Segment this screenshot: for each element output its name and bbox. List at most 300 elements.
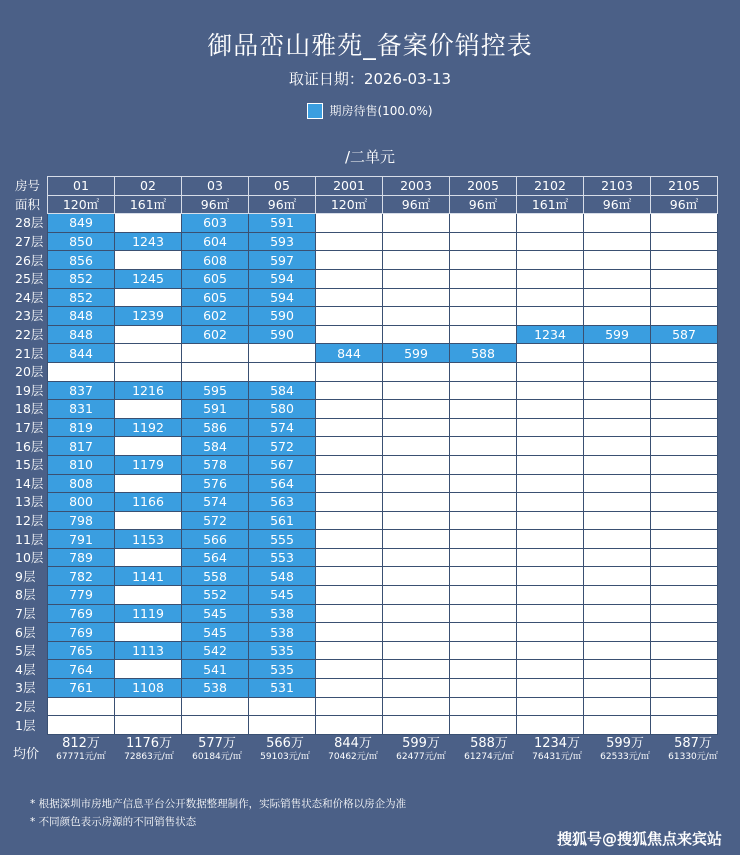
unit-price-cell: 1153 xyxy=(115,530,182,549)
floor-row xyxy=(13,641,718,660)
empty-cell xyxy=(383,493,450,512)
unit-price-cell: 542 xyxy=(182,641,249,660)
floor-label: 24层 xyxy=(15,289,44,305)
room-number-header: 02 xyxy=(115,177,182,196)
empty-cell xyxy=(182,716,249,735)
unit-price-cell: 561 xyxy=(249,511,316,530)
room-number-header: 2003 xyxy=(383,177,450,196)
empty-cell xyxy=(517,437,584,456)
average-total-price: 577万 xyxy=(198,736,236,751)
empty-cell xyxy=(651,232,718,251)
area-header: 96㎡ xyxy=(584,195,651,214)
room-number-header: 2105 xyxy=(651,177,718,196)
average-unit-price: 59103元/㎡ xyxy=(260,752,310,762)
empty-cell xyxy=(383,604,450,623)
unit-price-cell: 852 xyxy=(48,269,115,288)
unit-price-cell: 541 xyxy=(182,660,249,679)
floor-row xyxy=(13,455,718,474)
empty-cell xyxy=(450,604,517,623)
empty-cell xyxy=(450,288,517,307)
unit-price-cell: 584 xyxy=(182,437,249,456)
empty-cell xyxy=(651,511,718,530)
empty-cell xyxy=(115,344,182,363)
unit-price-cell: 545 xyxy=(249,586,316,605)
empty-cell xyxy=(115,660,182,679)
empty-cell xyxy=(383,437,450,456)
empty-cell xyxy=(316,232,383,251)
unit-price-cell: 604 xyxy=(182,232,249,251)
average-column xyxy=(319,737,387,763)
empty-cell xyxy=(316,269,383,288)
empty-cell xyxy=(517,344,584,363)
empty-cell xyxy=(115,586,182,605)
floor-row xyxy=(13,232,718,251)
empty-cell xyxy=(450,325,517,344)
empty-cell xyxy=(651,679,718,698)
unit-price-cell: 574 xyxy=(182,493,249,512)
empty-cell xyxy=(517,232,584,251)
unit-price-cell: 852 xyxy=(48,288,115,307)
empty-cell xyxy=(517,381,584,400)
unit-price-cell: 1119 xyxy=(115,604,182,623)
floor-label: 22层 xyxy=(15,327,44,343)
area-header: 161㎡ xyxy=(115,195,182,214)
empty-cell xyxy=(517,307,584,326)
unit-price-cell: 791 xyxy=(48,530,115,549)
empty-cell xyxy=(584,232,651,251)
area-header: 120㎡ xyxy=(316,195,383,214)
empty-cell xyxy=(316,381,383,400)
floor-label: 4层 xyxy=(15,661,36,677)
unit-price-cell: 602 xyxy=(182,307,249,326)
floor-label: 17层 xyxy=(15,420,44,436)
unit-price-cell: 769 xyxy=(48,623,115,642)
empty-cell xyxy=(517,214,584,233)
empty-cell xyxy=(651,567,718,586)
unit-price-cell: 593 xyxy=(249,232,316,251)
average-unit-price: 61274元/㎡ xyxy=(464,752,514,762)
empty-cell xyxy=(316,474,383,493)
floor-row xyxy=(13,307,718,326)
unit-price-cell: 602 xyxy=(182,325,249,344)
empty-cell xyxy=(517,716,584,735)
empty-cell xyxy=(182,344,249,363)
floor-label: 25层 xyxy=(15,271,44,287)
floor-label: 8层 xyxy=(15,587,36,603)
unit-price-cell: 591 xyxy=(249,214,316,233)
empty-cell xyxy=(115,697,182,716)
room-number-header: 2001 xyxy=(316,177,383,196)
unit-price-cell: 567 xyxy=(249,455,316,474)
empty-cell xyxy=(383,232,450,251)
empty-cell xyxy=(651,530,718,549)
unit-price-cell: 831 xyxy=(48,400,115,419)
empty-cell xyxy=(517,697,584,716)
floor-row xyxy=(13,362,718,381)
empty-cell xyxy=(450,232,517,251)
empty-cell xyxy=(651,604,718,623)
legend xyxy=(0,102,740,119)
empty-cell xyxy=(115,288,182,307)
empty-cell xyxy=(316,437,383,456)
empty-cell xyxy=(48,362,115,381)
unit-price-cell: 1113 xyxy=(115,641,182,660)
empty-cell xyxy=(450,362,517,381)
floor-row xyxy=(13,288,718,307)
empty-cell xyxy=(383,455,450,474)
unit-price-cell: 605 xyxy=(182,288,249,307)
area-header: 96㎡ xyxy=(182,195,249,214)
empty-cell xyxy=(115,623,182,642)
empty-cell xyxy=(517,548,584,567)
floor-label: 13层 xyxy=(15,494,44,510)
empty-cell xyxy=(584,381,651,400)
average-total-price: 599万 xyxy=(606,736,644,751)
unit-price-cell: 782 xyxy=(48,567,115,586)
unit-price-cell: 558 xyxy=(182,567,249,586)
unit-price-cell: 538 xyxy=(249,623,316,642)
floor-row xyxy=(13,325,718,344)
unit-price-cell: 1216 xyxy=(115,381,182,400)
unit-price-cell: 564 xyxy=(182,548,249,567)
empty-cell xyxy=(584,548,651,567)
average-total-price: 587万 xyxy=(674,736,712,751)
empty-cell xyxy=(584,567,651,586)
floor-row xyxy=(13,604,718,623)
area-header: 96㎡ xyxy=(450,195,517,214)
unit-price-cell: 844 xyxy=(316,344,383,363)
empty-cell xyxy=(383,214,450,233)
empty-cell xyxy=(383,400,450,419)
empty-cell xyxy=(651,641,718,660)
empty-cell xyxy=(651,474,718,493)
average-column xyxy=(591,737,659,763)
average-total-price: 844万 xyxy=(334,736,372,751)
average-price-row xyxy=(13,737,727,763)
unit-price-cell: 856 xyxy=(48,251,115,270)
empty-cell xyxy=(517,511,584,530)
empty-cell xyxy=(651,697,718,716)
empty-cell xyxy=(517,493,584,512)
empty-cell xyxy=(651,455,718,474)
unit-price-cell: 564 xyxy=(249,474,316,493)
average-column xyxy=(115,737,183,763)
unit-price-cell: 566 xyxy=(182,530,249,549)
empty-cell xyxy=(383,418,450,437)
unit-price-cell: 588 xyxy=(450,344,517,363)
empty-cell xyxy=(450,511,517,530)
unit-price-cell: 789 xyxy=(48,548,115,567)
empty-cell xyxy=(316,251,383,270)
floor-row xyxy=(13,660,718,679)
empty-cell xyxy=(316,214,383,233)
average-total-price: 566万 xyxy=(266,736,304,751)
unit-price-cell: 563 xyxy=(249,493,316,512)
unit-price-cell: 594 xyxy=(249,269,316,288)
unit-price-cell: 531 xyxy=(249,679,316,698)
area-header: 96㎡ xyxy=(651,195,718,214)
floor-label: 5层 xyxy=(15,643,36,659)
area-row xyxy=(13,195,718,214)
empty-cell xyxy=(517,604,584,623)
empty-cell xyxy=(249,716,316,735)
unit-price-cell: 576 xyxy=(182,474,249,493)
empty-cell xyxy=(584,660,651,679)
empty-cell xyxy=(450,623,517,642)
empty-cell xyxy=(383,474,450,493)
empty-cell xyxy=(383,567,450,586)
average-total-price: 599万 xyxy=(402,736,440,751)
empty-cell xyxy=(517,530,584,549)
empty-cell xyxy=(316,325,383,344)
floor-row xyxy=(13,418,718,437)
empty-cell xyxy=(450,381,517,400)
average-unit-price: 62533元/㎡ xyxy=(600,752,650,762)
empty-cell xyxy=(584,586,651,605)
empty-cell xyxy=(450,660,517,679)
empty-cell xyxy=(517,455,584,474)
empty-cell xyxy=(316,511,383,530)
empty-cell xyxy=(450,493,517,512)
unit-price-cell: 764 xyxy=(48,660,115,679)
average-total-price: 1234万 xyxy=(533,736,581,751)
empty-cell xyxy=(450,307,517,326)
floor-row xyxy=(13,269,718,288)
average-unit-price: 76431元/㎡ xyxy=(532,752,582,762)
empty-cell xyxy=(450,400,517,419)
unit-price-cell: 591 xyxy=(182,400,249,419)
floor-label: 23层 xyxy=(15,308,44,324)
unit-price-cell: 590 xyxy=(249,307,316,326)
license-date: 取证日期：2026-03-13 xyxy=(288,70,452,88)
floor-label: 20层 xyxy=(15,364,44,380)
empty-cell xyxy=(316,455,383,474)
average-column xyxy=(659,737,727,763)
empty-cell xyxy=(450,697,517,716)
floor-label: 21层 xyxy=(15,345,44,361)
floor-label: 11层 xyxy=(15,531,44,547)
empty-cell xyxy=(383,530,450,549)
floor-row xyxy=(13,251,718,270)
unit-price-cell: 535 xyxy=(249,660,316,679)
empty-cell xyxy=(383,548,450,567)
area-label: 面积 xyxy=(15,196,41,212)
empty-cell xyxy=(584,400,651,419)
unit-price-cell: 608 xyxy=(182,251,249,270)
floor-label: 12层 xyxy=(15,512,44,528)
empty-cell xyxy=(115,214,182,233)
empty-cell xyxy=(651,586,718,605)
empty-cell xyxy=(651,716,718,735)
floor-label: 9层 xyxy=(15,568,36,584)
empty-cell xyxy=(450,455,517,474)
empty-cell xyxy=(584,214,651,233)
floor-row xyxy=(13,679,718,698)
room-number-header: 03 xyxy=(182,177,249,196)
average-unit-price: 62477元/㎡ xyxy=(396,752,446,762)
empty-cell xyxy=(651,623,718,642)
empty-cell xyxy=(316,660,383,679)
floor-row xyxy=(13,511,718,530)
floor-label: 19层 xyxy=(15,382,44,398)
empty-cell xyxy=(450,437,517,456)
empty-cell xyxy=(517,362,584,381)
empty-cell xyxy=(651,548,718,567)
empty-cell xyxy=(651,269,718,288)
room-number-header: 05 xyxy=(249,177,316,196)
empty-cell xyxy=(383,251,450,270)
empty-cell xyxy=(383,362,450,381)
average-total-price: 812万 xyxy=(62,736,100,751)
empty-cell xyxy=(584,511,651,530)
unit-price-cell: 605 xyxy=(182,269,249,288)
empty-cell xyxy=(517,623,584,642)
empty-cell xyxy=(383,288,450,307)
unit-price-cell: 590 xyxy=(249,325,316,344)
empty-cell xyxy=(517,251,584,270)
unit-price-cell: 535 xyxy=(249,641,316,660)
empty-cell xyxy=(517,418,584,437)
empty-cell xyxy=(450,567,517,586)
unit-label: /二单元 xyxy=(344,148,396,166)
average-unit-price: 61330元/㎡ xyxy=(668,752,718,762)
empty-cell xyxy=(651,251,718,270)
legend-label: 期房待售(100.0%) xyxy=(329,104,433,118)
floor-label: 27层 xyxy=(15,234,44,250)
floor-label: 2层 xyxy=(15,698,36,714)
area-header: 120㎡ xyxy=(48,195,115,214)
unit-price-cell: 599 xyxy=(584,325,651,344)
floor-label: 10层 xyxy=(15,550,44,566)
floor-row xyxy=(13,344,718,363)
unit-price-cell: 808 xyxy=(48,474,115,493)
unit-price-cell: 1179 xyxy=(115,455,182,474)
empty-cell xyxy=(316,307,383,326)
empty-cell xyxy=(249,362,316,381)
floor-row xyxy=(13,716,718,735)
floor-label: 18层 xyxy=(15,401,44,417)
empty-cell xyxy=(115,474,182,493)
floor-label: 7层 xyxy=(15,605,36,621)
unit-price-cell: 597 xyxy=(249,251,316,270)
unit-price-cell: 779 xyxy=(48,586,115,605)
floor-row xyxy=(13,530,718,549)
empty-cell xyxy=(316,418,383,437)
empty-cell xyxy=(584,251,651,270)
empty-cell xyxy=(584,344,651,363)
average-label: 均价 xyxy=(13,747,40,762)
floor-row xyxy=(13,623,718,642)
room-number-header: 01 xyxy=(48,177,115,196)
empty-cell xyxy=(383,641,450,660)
empty-cell xyxy=(115,251,182,270)
unit-price-cell: 817 xyxy=(48,437,115,456)
empty-cell xyxy=(115,362,182,381)
empty-cell xyxy=(383,660,450,679)
average-total-price: 588万 xyxy=(470,736,508,751)
empty-cell xyxy=(651,400,718,419)
unit-price-cell: 586 xyxy=(182,418,249,437)
unit-price-cell: 848 xyxy=(48,307,115,326)
unit-price-cell: 1234 xyxy=(517,325,584,344)
empty-cell xyxy=(450,586,517,605)
average-column xyxy=(183,737,251,763)
unit-price-cell: 1243 xyxy=(115,232,182,251)
empty-cell xyxy=(450,679,517,698)
empty-cell xyxy=(450,251,517,270)
empty-cell xyxy=(48,716,115,735)
unit-price-cell: 1192 xyxy=(115,418,182,437)
empty-cell xyxy=(584,418,651,437)
empty-cell xyxy=(517,567,584,586)
unit-price-cell: 761 xyxy=(48,679,115,698)
unit-price-cell: 584 xyxy=(249,381,316,400)
empty-cell xyxy=(651,288,718,307)
legend-swatch xyxy=(307,103,323,119)
footnote: * 不同颜色表示房源的不同销售状态 xyxy=(30,816,197,828)
average-total-price: 1176万 xyxy=(125,736,173,751)
average-column xyxy=(523,737,591,763)
empty-cell xyxy=(249,344,316,363)
room-number-header: 2005 xyxy=(450,177,517,196)
unit-price-cell: 1166 xyxy=(115,493,182,512)
empty-cell xyxy=(316,530,383,549)
average-unit-price: 70462元/㎡ xyxy=(328,752,378,762)
empty-cell xyxy=(651,214,718,233)
empty-cell xyxy=(584,288,651,307)
empty-cell xyxy=(651,307,718,326)
empty-cell xyxy=(517,474,584,493)
sales-control-table xyxy=(13,176,718,735)
unit-price-cell: 572 xyxy=(182,511,249,530)
empty-cell xyxy=(383,697,450,716)
empty-cell xyxy=(450,418,517,437)
unit-price-cell: 848 xyxy=(48,325,115,344)
empty-cell xyxy=(383,325,450,344)
empty-cell xyxy=(182,697,249,716)
empty-cell xyxy=(383,511,450,530)
empty-cell xyxy=(517,586,584,605)
floor-label: 14层 xyxy=(15,475,44,491)
floor-row xyxy=(13,214,718,233)
empty-cell xyxy=(584,623,651,642)
empty-cell xyxy=(450,214,517,233)
room-number-header: 2102 xyxy=(517,177,584,196)
unit-price-cell: 1239 xyxy=(115,307,182,326)
floor-row xyxy=(13,697,718,716)
empty-cell xyxy=(316,586,383,605)
average-column xyxy=(251,737,319,763)
empty-cell xyxy=(383,269,450,288)
empty-cell xyxy=(383,679,450,698)
empty-cell xyxy=(383,586,450,605)
empty-cell xyxy=(584,679,651,698)
area-header: 161㎡ xyxy=(517,195,584,214)
average-column xyxy=(455,737,523,763)
empty-cell xyxy=(517,679,584,698)
unit-price-cell: 1108 xyxy=(115,679,182,698)
empty-cell xyxy=(584,493,651,512)
empty-cell xyxy=(584,604,651,623)
floor-row xyxy=(13,381,718,400)
empty-cell xyxy=(383,307,450,326)
empty-cell xyxy=(383,716,450,735)
empty-cell xyxy=(115,548,182,567)
room-number-row xyxy=(13,177,718,196)
empty-cell xyxy=(182,362,249,381)
empty-cell xyxy=(651,660,718,679)
empty-cell xyxy=(517,269,584,288)
